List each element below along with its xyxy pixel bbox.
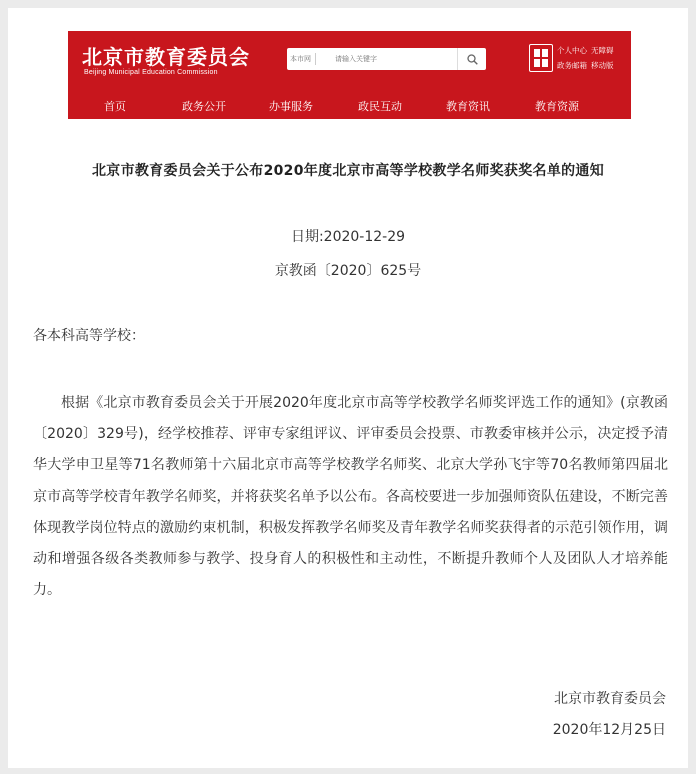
site-logo-title[interactable]: 北京市教育委员会	[82, 45, 250, 69]
search-input[interactable]	[335, 52, 455, 66]
nav-item-news[interactable]: 教育资讯	[446, 100, 490, 113]
seal-icon	[529, 44, 553, 72]
page	[8, 8, 688, 768]
mobile-version-link[interactable]: 移动版	[591, 61, 614, 70]
gov-mail-link[interactable]: 政务邮箱	[557, 61, 587, 70]
nav-item-resources[interactable]: 教育资源	[535, 100, 579, 113]
article-date: 日期:2020-12-29	[290, 229, 406, 245]
signature-date: 2020年12月25日	[552, 722, 666, 738]
search-scope-select[interactable]: 本市网	[290, 53, 316, 65]
personal-center-link[interactable]: 个人中心	[557, 46, 587, 55]
accessibility-link[interactable]: 无障碍	[591, 46, 614, 55]
article-body: 根据《北京市教育委员会关于开展2020年度北京市高等学校教学名师奖评选工作的通知》(京教函〔2020〕329号)，经学校推荐、评审专家组评议、评审委员会投票、市教委审核并公示，决定授予清华大学申卫星等71名教师第十六届北京市高等学校教学名师奖、北京大学孙飞宇等70名教师第四届北京市高等学校青年教学名师奖，并将获奖名单予以公布。各高校要进一步加强师资队伍建设，不断完善体现教学岗位特点的激励约束机制，积极发挥教学名师奖及青年教学名师奖获得者的示范引领作用，调动和增强各级各类教师参与教学、投身育人的积极性和主动性，不断提升教师个人及团队人才培养能力。	[33, 395, 668, 599]
article-title: 北京市教育委员会关于公布2020年度北京市高等学校教学名师奖获奖名单的通知	[91, 163, 605, 179]
nav-item-interaction[interactable]: 政民互动	[358, 100, 402, 113]
top-links	[557, 43, 627, 73]
site-logo-subtitle: Beijing Municipal Education Commission	[84, 69, 218, 76]
main-nav	[68, 91, 631, 119]
search-button[interactable]	[457, 48, 486, 70]
search-box	[287, 48, 486, 70]
nav-item-services[interactable]: 办事服务	[269, 100, 313, 113]
salutation: 各本科高等学校：	[33, 328, 145, 344]
nav-item-government-affairs[interactable]: 政务公开	[182, 100, 226, 113]
search-icon	[467, 54, 478, 65]
site-header-banner	[68, 31, 631, 119]
document-number: 京教函〔2020〕625号	[274, 263, 422, 279]
nav-item-home[interactable]: 首页	[104, 100, 126, 113]
signature: 北京市教育委员会	[554, 691, 666, 707]
